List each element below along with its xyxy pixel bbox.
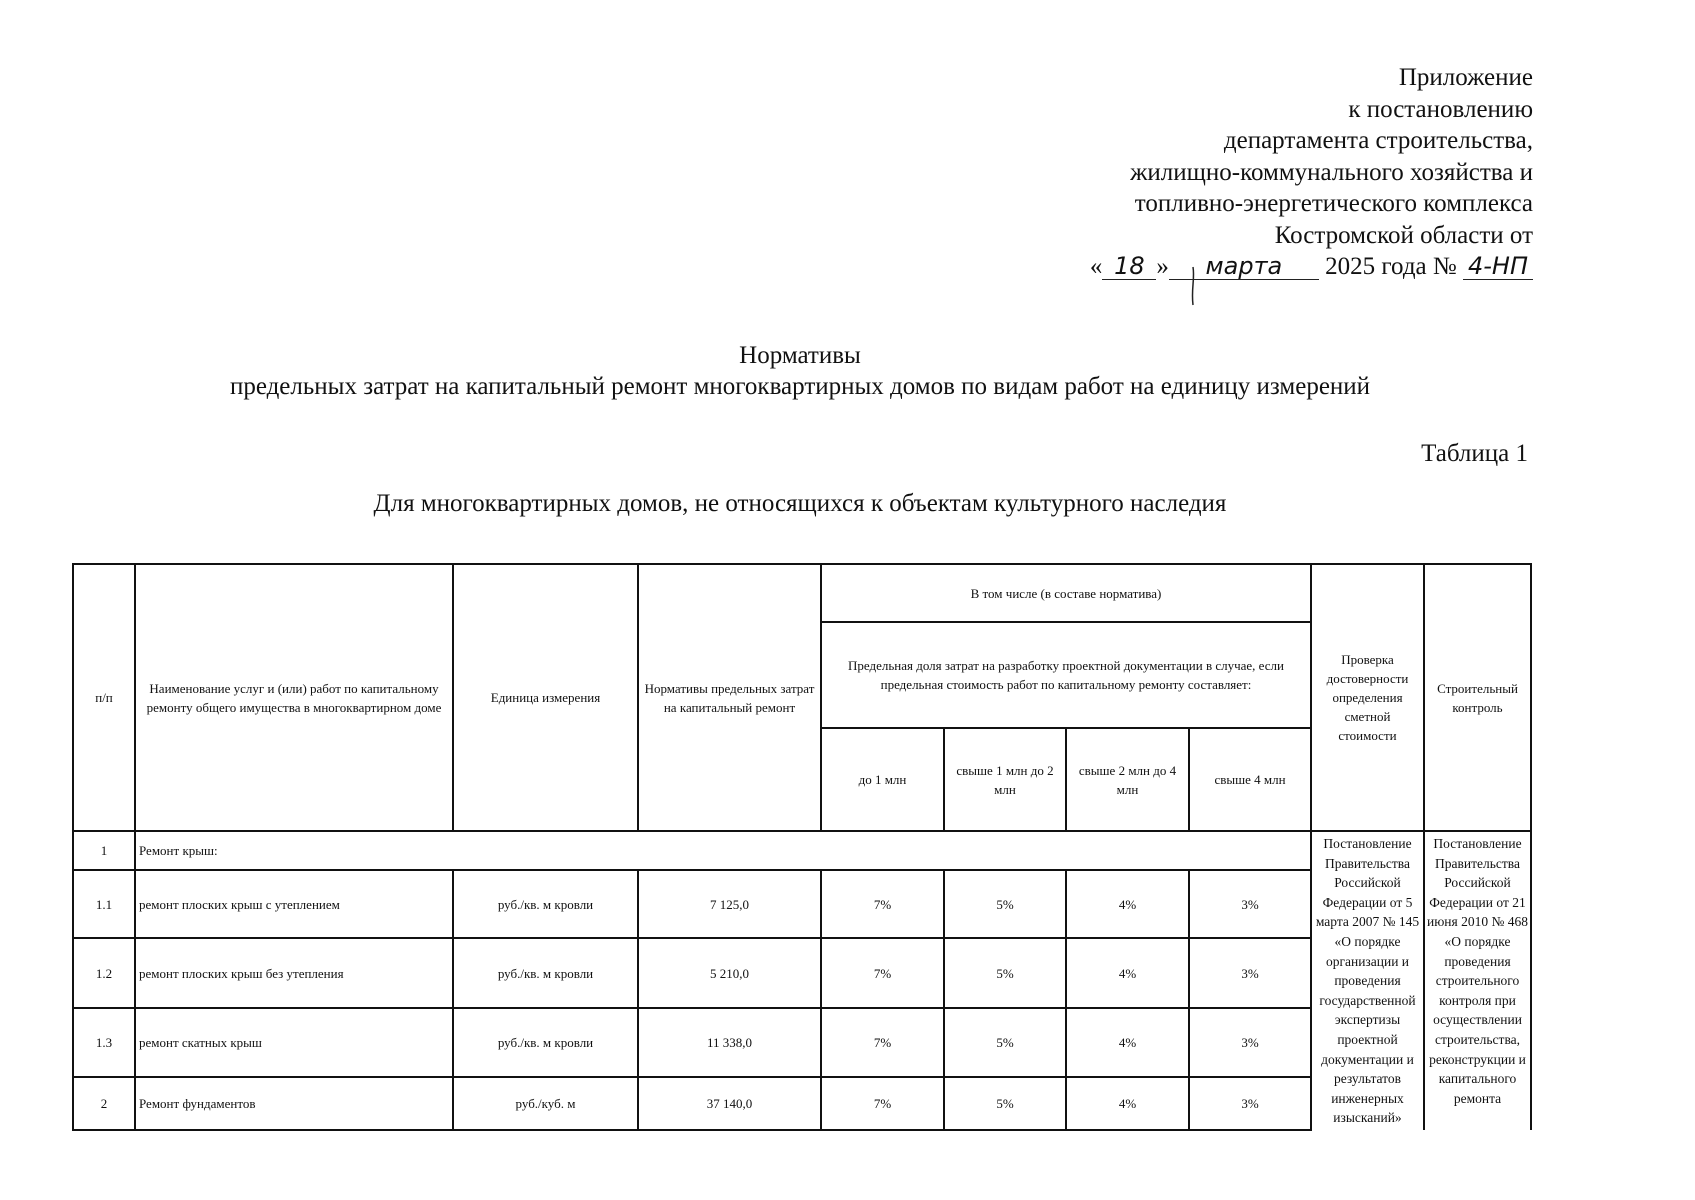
cell-share-2: 5% <box>944 938 1066 1007</box>
header-over-4mln: свыше 4 млн <box>1189 728 1311 831</box>
cell-num: 1.2 <box>73 938 135 1007</box>
header-construction-control: Строительный контроль <box>1424 564 1531 831</box>
appendix-line: Костромской области от <box>1274 221 1533 249</box>
cell-name: Ремонт фундаментов <box>135 1077 453 1130</box>
cell-name: ремонт скатных крыш <box>135 1008 453 1077</box>
year-text: 2025 года № <box>1325 253 1457 280</box>
cell-share-3: 4% <box>1066 870 1189 938</box>
title-line-2: предельных затрат на капитальный ремонт многоквартирных домов по видам работ на единицу измерений <box>229 373 1371 400</box>
header-name: Наименование услуг и (или) работ по капитальному ремонту общего имущества в многоквартирном доме <box>135 564 453 831</box>
document-title <box>0 340 1600 402</box>
cell-num: 1.1 <box>73 870 135 938</box>
cell-unit: руб./куб. м <box>453 1077 638 1130</box>
decree-date-line <box>1013 251 1533 283</box>
header-1-to-2mln: свыше 1 млн до 2 млн <box>944 728 1066 831</box>
cell-share-2: 5% <box>944 1008 1066 1077</box>
cell-share-3: 4% <box>1066 1008 1189 1077</box>
handwritten-month: марта <box>1169 253 1319 280</box>
cell-control-basis: Постановление Правительства Российской Федерации от 21 июня 2010 № 468 «О порядке проведения строительного контроля при осуществлении строительства, реконструкции и капитального ремонта <box>1424 831 1531 1130</box>
cell-share-2: 5% <box>944 1077 1066 1130</box>
cell-norm: 5 210,0 <box>638 938 821 1007</box>
cell-num: 1 <box>73 831 135 870</box>
cell-num: 2 <box>73 1077 135 1130</box>
cell-share-4: 3% <box>1189 1008 1311 1077</box>
cell-share-3: 4% <box>1066 938 1189 1007</box>
cell-norm: 7 125,0 <box>638 870 821 938</box>
cell-name: ремонт плоских крыш без утепления <box>135 938 453 1007</box>
handwritten-day: 18 <box>1102 253 1156 280</box>
cell-unit: руб./кв. м кровли <box>453 1008 638 1077</box>
appendix-line: топливно-энергетического комплекса <box>1134 190 1533 217</box>
appendix-line: к постановлению <box>1348 95 1533 123</box>
cell-expertise-basis: Постановление Правительства Российской Федерации от 5 марта 2007 № 145 «О порядке организации и проведения государственной экспертизы проектной документации и результатов инженерных изысканий» <box>1311 831 1424 1130</box>
header-norm: Нормативы предельных затрат на капитальный ремонт <box>638 564 821 831</box>
title-line-1: Нормативы <box>739 342 861 369</box>
cell-norm: 11 338,0 <box>638 1008 821 1077</box>
cell-share-2: 5% <box>944 870 1066 938</box>
header-num: п/п <box>73 564 135 831</box>
table-caption: Для многоквартирных домов, не относящихся к объектам культурного наследия <box>373 490 1227 517</box>
cell-share-4: 3% <box>1189 870 1311 938</box>
open-quote: « <box>1089 253 1103 280</box>
table-row-section <box>73 831 1531 870</box>
cell-share-4: 3% <box>1189 938 1311 1007</box>
header-2-to-4mln: свыше 2 млн до 4 млн <box>1066 728 1189 831</box>
appendix-line: департамента строительства, <box>1223 127 1533 154</box>
cell-share-4: 3% <box>1189 1077 1311 1130</box>
header-including: В том числе (в составе норматива) <box>821 564 1311 622</box>
handwritten-decree-number: 4-НП <box>1463 253 1533 280</box>
cell-share-1: 7% <box>821 1008 944 1077</box>
header-unit: Единица измерения <box>453 564 638 831</box>
cell-num: 1.3 <box>73 1008 135 1077</box>
appendix-line: Приложение <box>1398 64 1533 91</box>
table-number: Таблица 1 <box>1421 440 1528 467</box>
cell-share-1: 7% <box>821 938 944 1007</box>
header-design-share: Предельная доля затрат на разработку проектной документации в случае, если предельная стоимость работ по капитальному ремонту составляет: <box>821 622 1311 728</box>
cell-section-name: Ремонт крыш: <box>135 831 1311 870</box>
cell-share-1: 7% <box>821 870 944 938</box>
cell-unit: руб./кв. м кровли <box>453 938 638 1007</box>
cell-unit: руб./кв. м кровли <box>453 870 638 938</box>
appendix-block <box>1013 62 1533 283</box>
cell-norm: 37 140,0 <box>638 1077 821 1130</box>
cell-share-1: 7% <box>821 1077 944 1130</box>
header-up-to-1mln: до 1 млн <box>821 728 944 831</box>
close-quote: » <box>1156 253 1169 280</box>
ink-stroke-mark <box>1183 265 1203 315</box>
cell-name: ремонт плоских крыш с утеплением <box>135 870 453 938</box>
header-expertise: Проверка достоверности определения сметной стоимости <box>1311 564 1424 831</box>
cell-share-3: 4% <box>1066 1077 1189 1130</box>
norms-table <box>72 563 1532 1131</box>
appendix-line: жилищно-коммунального хозяйства и <box>1130 158 1533 186</box>
